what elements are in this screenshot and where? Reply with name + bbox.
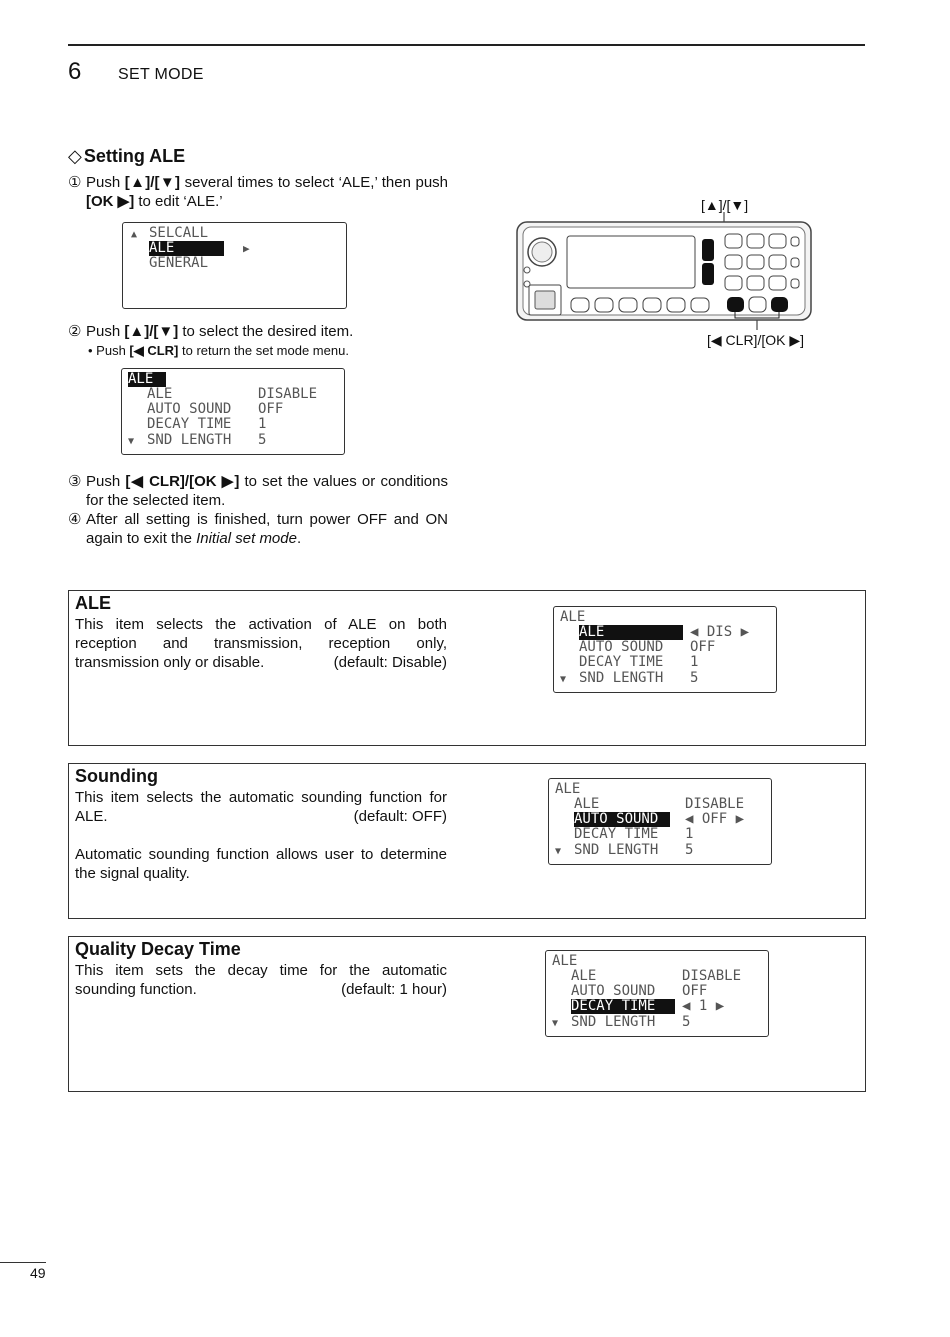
box-text: This item selects the activation of ALE on both reception and transmission, reception only, transmission only or disable. (default: Disable)	[75, 616, 447, 671]
default-value: (default: OFF)	[353, 808, 447, 825]
lcd-value: 5	[690, 670, 699, 686]
lcd-display-ale-setting	[553, 606, 777, 693]
lcd-value: DISABLE	[682, 968, 742, 984]
lcd-item: ALE	[574, 796, 600, 812]
lcd-value: 1	[690, 654, 699, 670]
step-1: ① Push [▲]/[▼] several times to select ‘ALE,’ then push [OK ▶] to edit ‘ALE.’	[68, 174, 449, 210]
key-clr: [◀ CLR]	[129, 343, 179, 358]
step-4: ④ After all setting is finished, turn power OFF and ON again to exit the Initial set mode.	[68, 511, 448, 547]
lcd-item: DECAY TIME	[147, 416, 232, 432]
scroll-up-icon: ▲	[131, 229, 138, 240]
diamond-icon: ◇	[68, 146, 82, 166]
lcd-item: AUTO SOUND	[579, 639, 664, 655]
lcd-value: ◀ DIS ▶	[690, 624, 750, 640]
box-text: This item sets the decay time for the automatic sounding function. (default: 1 hour)	[75, 962, 447, 998]
info-box-ale	[68, 590, 866, 746]
section-title: Setting ALE	[83, 146, 186, 166]
lcd-title: ALE	[560, 609, 586, 625]
lcd-value: ◀ 1 ▶	[682, 998, 725, 1014]
lcd-item: AUTO SOUND	[571, 983, 656, 999]
step-2: ② Push [▲]/[▼] to select the desired item.	[68, 323, 354, 340]
step-number: ①	[68, 174, 82, 191]
box-title: ALE	[75, 593, 111, 613]
callout-clr-ok: [◀ CLR]/[OK ▶]	[707, 332, 804, 348]
lcd-display-sounding-setting	[548, 778, 772, 865]
lcd-value: 5	[258, 432, 267, 448]
lcd-item: ALE	[147, 386, 173, 402]
lcd-item: SND LENGTH	[571, 1014, 656, 1030]
lcd-value: OFF	[682, 983, 708, 999]
info-box-sounding	[68, 763, 866, 919]
default-value: (default: Disable)	[333, 654, 447, 671]
key-up-down: [▲]/[▼]	[124, 323, 179, 340]
box-title: Sounding	[75, 766, 158, 786]
lcd-display-menu	[122, 222, 347, 309]
lcd-value: DISABLE	[685, 796, 745, 812]
section-heading	[68, 146, 185, 167]
key-ok: [OK ▶]	[86, 193, 135, 210]
lcd-item: SND LENGTH	[579, 670, 664, 686]
lcd-value: DISABLE	[258, 386, 318, 402]
step-number: ③	[68, 473, 82, 490]
scroll-down-icon: ▼	[555, 846, 562, 857]
lcd-value: OFF	[258, 401, 284, 417]
lcd-title: ALE	[555, 781, 581, 797]
box-title: Quality Decay Time	[75, 939, 241, 959]
lcd-display-decay-setting	[545, 950, 769, 1037]
lcd-title: ALE	[128, 372, 166, 387]
scroll-down-icon: ▼	[560, 674, 567, 685]
lcd-item: DECAY TIME	[574, 826, 659, 842]
lcd-item: DECAY TIME	[579, 654, 664, 670]
lcd-value: 5	[685, 842, 694, 858]
footer-rule	[0, 1262, 46, 1263]
chapter-title: SET MODE	[118, 66, 204, 83]
callout-up-down: [▲]/[▼]	[701, 197, 749, 213]
lcd-value: 1	[258, 416, 267, 432]
lcd-line: SELCALL	[149, 225, 209, 241]
lcd-value: OFF	[690, 639, 716, 655]
step-number: ④	[68, 511, 82, 528]
lcd-item: SND LENGTH	[147, 432, 232, 448]
lcd-line-selected: ALE	[149, 241, 224, 256]
header-rule	[68, 44, 865, 46]
scroll-down-icon: ▼	[552, 1018, 559, 1029]
page-number: 49	[30, 1265, 46, 1281]
radio-front-panel-illustration	[515, 212, 815, 332]
box-text: This item selects the automatic sounding function for ALE. (default: OFF)	[75, 789, 447, 825]
box-text-2: Automatic sounding function allows user to determine the signal quality.	[75, 846, 447, 882]
info-box-decay-time	[68, 936, 866, 1092]
lcd-item: AUTO SOUND	[147, 401, 232, 417]
lcd-item: ALE	[571, 968, 597, 984]
lcd-item: SND LENGTH	[574, 842, 659, 858]
scroll-down-icon: ▼	[128, 436, 135, 447]
step-3: ③ Push [◀ CLR]/[OK ▶] to set the values or conditions for the selected item.	[68, 473, 448, 509]
key-up-down: [▲]/[▼]	[124, 174, 181, 191]
lcd-value: ◀ OFF ▶	[685, 811, 745, 827]
lcd-line: GENERAL	[149, 255, 209, 271]
lcd-value: 5	[682, 1014, 691, 1030]
step-number: ②	[68, 323, 82, 340]
step-2-note: • Push [◀ CLR] to return the set mode menu.	[88, 343, 349, 358]
key-clr-ok: [◀ CLR]/[OK ▶]	[125, 473, 240, 490]
lcd-item-selected: ALE	[579, 625, 683, 640]
lcd-item-selected: AUTO SOUND	[574, 812, 670, 827]
lcd-item-selected: DECAY TIME	[571, 999, 675, 1014]
lcd-title: ALE	[552, 953, 578, 969]
lcd-value: 1	[685, 826, 694, 842]
lcd-display-ale	[121, 368, 345, 455]
arrow-right-icon: ▶	[243, 242, 250, 255]
default-value: (default: 1 hour)	[341, 981, 447, 998]
chapter-number: 6	[68, 58, 82, 85]
